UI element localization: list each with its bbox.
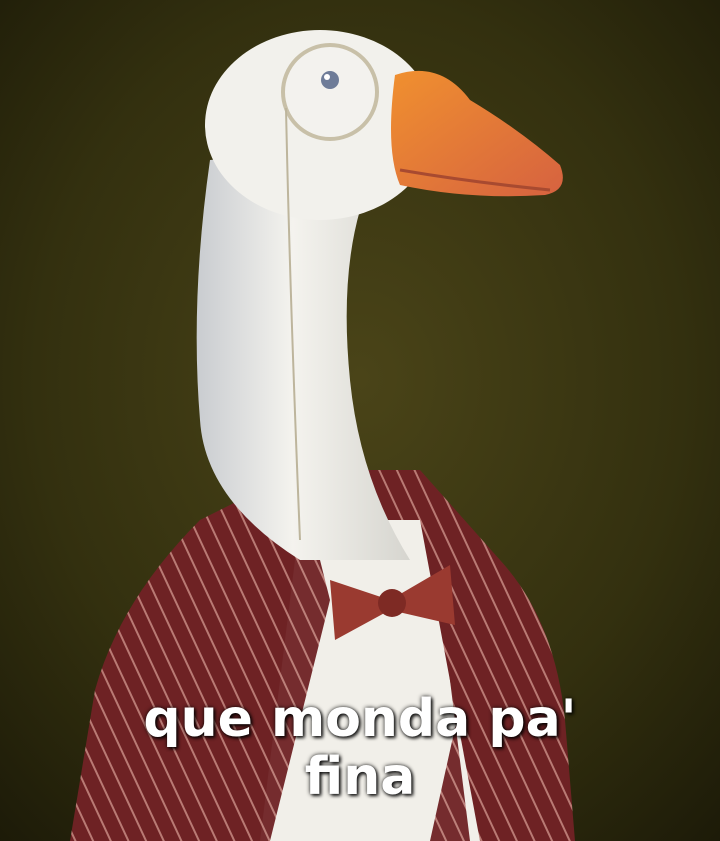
caption-line-1: que monda pa' xyxy=(143,689,577,749)
meme-caption xyxy=(0,690,720,806)
caption-line-2: fina xyxy=(304,747,416,807)
monocle xyxy=(283,45,377,139)
bowtie-knot xyxy=(378,589,406,617)
